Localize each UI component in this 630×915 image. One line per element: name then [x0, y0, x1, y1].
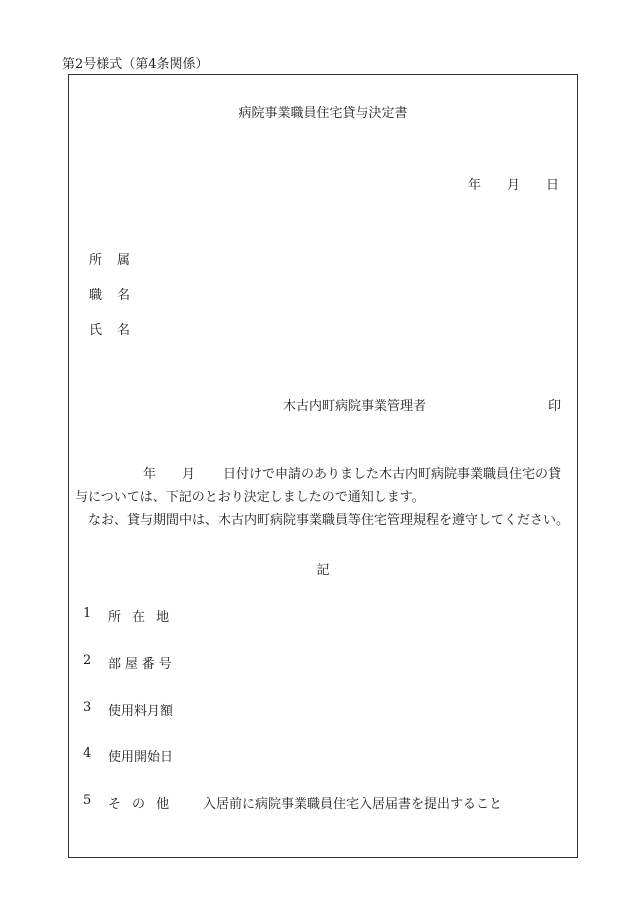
body-paragraph-2: なお、貸与期間中は、木古内町病院事業職員等住宅管理規程を遵守してください。 [88, 513, 570, 528]
item-label: 部屋番号 [108, 657, 176, 672]
date-month-label: 月 [506, 178, 520, 193]
body-paragraph-1-text: 日付けで申請のありました木古内町病院事業職員住宅の貸与については、下記のとおり決定しましたので通知します。 [75, 467, 562, 505]
field-name-label-1: 氏 [89, 323, 103, 338]
field-position-label-2: 名 [117, 288, 131, 303]
item-number: 4 [83, 746, 92, 761]
field-name [89, 319, 130, 338]
seal-mark: 印 [547, 399, 561, 414]
field-position-label-1: 職 [89, 288, 103, 303]
body-month-label: 月 [182, 467, 196, 482]
ki-heading: 記 [316, 563, 330, 578]
date-day-label: 日 [545, 178, 559, 193]
item-label: 所在地 [108, 610, 181, 625]
body-text [75, 463, 571, 532]
issuer-name: 木古内町病院事業管理者 [283, 399, 427, 414]
body-paragraph-1 [75, 463, 571, 509]
document-title: 病院事業職員住宅貸与決定書 [238, 106, 408, 121]
item-label: その他 [108, 797, 181, 812]
field-affiliation-label-2: 属 [117, 253, 131, 268]
item-number: 5 [83, 793, 92, 808]
item-number: 3 [83, 700, 92, 715]
form-number: 第2号様式（第4条関係） [62, 57, 209, 72]
date-year-label: 年 [467, 178, 481, 193]
body-year-label: 年 [143, 467, 157, 482]
field-name-label-2: 名 [117, 323, 131, 338]
list-item [83, 653, 203, 672]
field-affiliation [89, 249, 130, 268]
list-item [83, 746, 203, 765]
field-affiliation-label-1: 所 [89, 253, 103, 268]
item-value: 入居前に病院事業職員住宅入居届書を提出すること [203, 797, 503, 812]
document-frame [68, 74, 578, 858]
item-number: 2 [83, 653, 92, 668]
item-label: 使用開始日 [108, 750, 174, 765]
item-number: 1 [83, 606, 92, 621]
list-item [83, 606, 203, 625]
list-item [83, 700, 203, 719]
item-label: 使用料月額 [108, 704, 174, 719]
date-line [468, 174, 559, 193]
list-item [83, 793, 502, 812]
field-position [89, 284, 130, 303]
